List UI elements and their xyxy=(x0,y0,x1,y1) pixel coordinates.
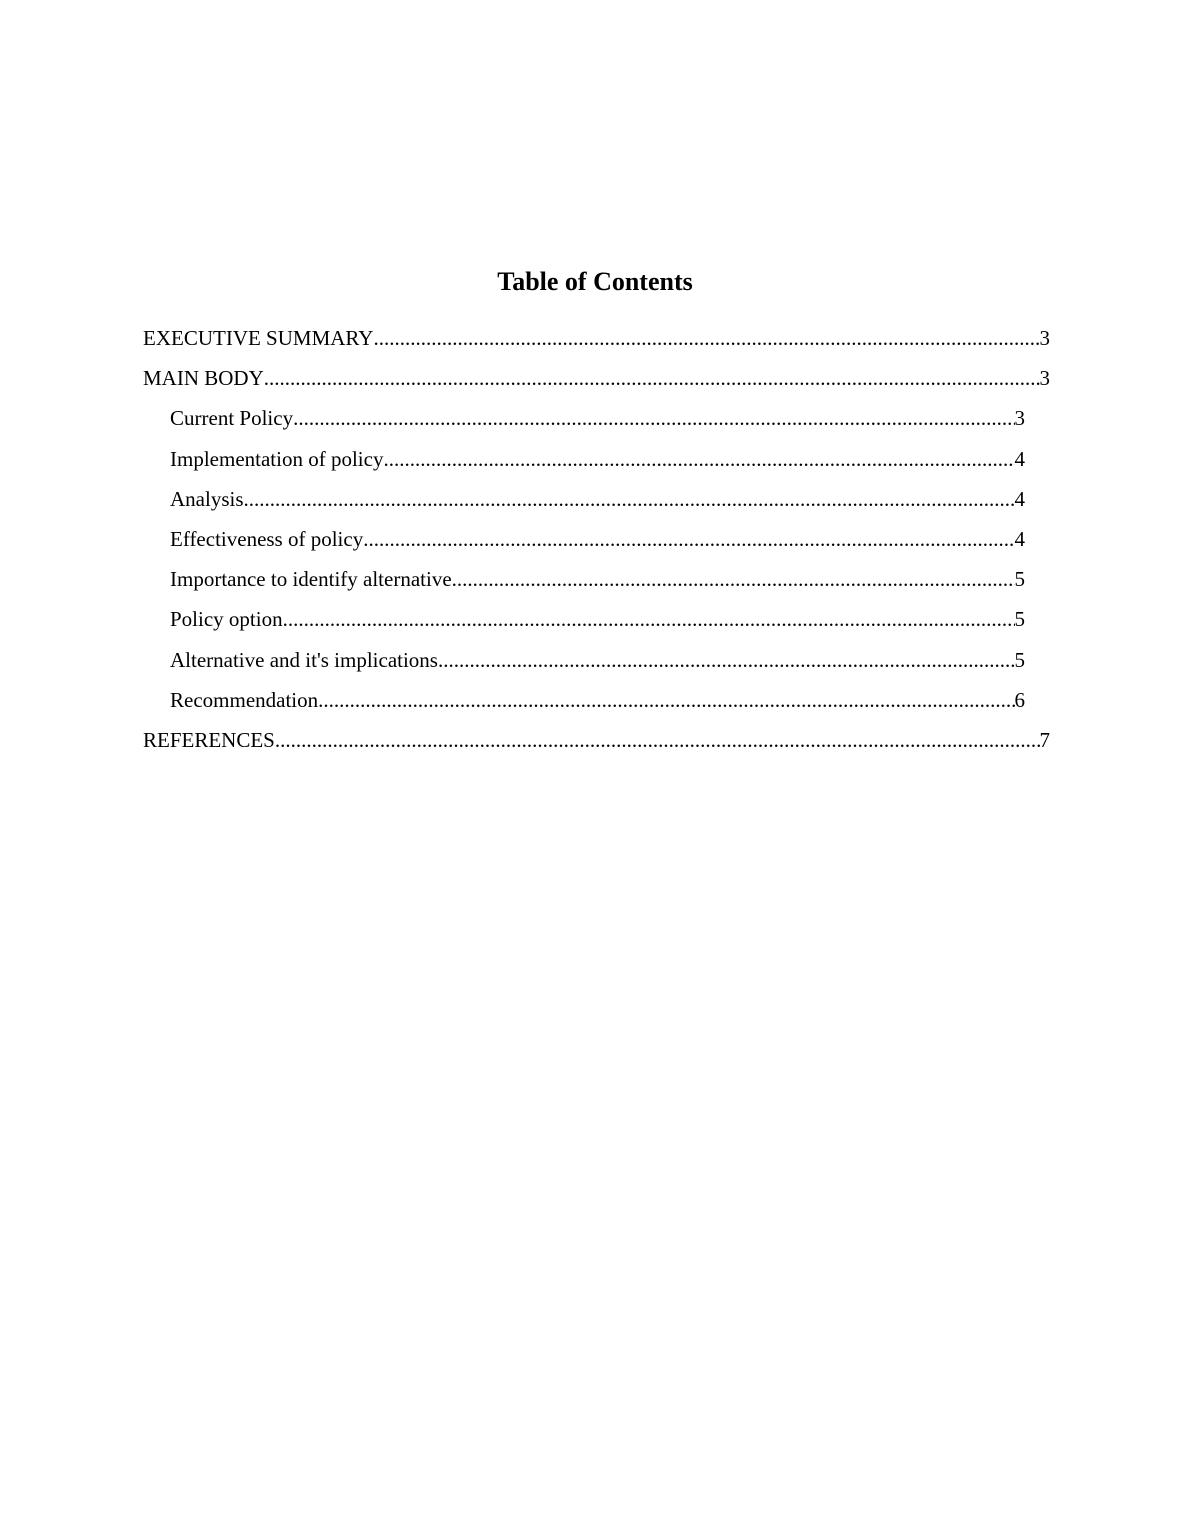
toc-page-number: 4 xyxy=(1014,446,1025,471)
toc-leader-dots xyxy=(452,565,1015,593)
toc-leader-dots xyxy=(318,686,1014,714)
toc-entry-analysis[interactable] xyxy=(0,481,1190,521)
toc-entry-policy-option[interactable] xyxy=(0,601,1190,641)
toc-page-number: 3 xyxy=(1039,366,1050,391)
toc-page-number: 4 xyxy=(1014,486,1025,511)
toc-page-number: 3 xyxy=(1014,406,1025,431)
toc-entry-label: Analysis xyxy=(170,486,244,511)
toc-leader-dots xyxy=(275,726,1040,754)
toc-entry-label: MAIN BODY xyxy=(143,366,264,391)
toc-title: Table of Contents xyxy=(497,267,693,296)
toc-leader-dots xyxy=(383,445,1014,473)
toc-leader-dots xyxy=(363,525,1014,553)
toc-leader-dots xyxy=(244,485,1015,513)
toc-entry-label: EXECUTIVE SUMMARY xyxy=(143,326,374,350)
toc-entry-label: Alternative and it's implications xyxy=(170,647,438,672)
toc-page-number: 6 xyxy=(1014,687,1025,712)
toc-entry-references[interactable] xyxy=(0,722,1190,762)
toc-page-number: 5 xyxy=(1014,567,1025,592)
toc-entry-current-policy[interactable] xyxy=(0,400,1190,440)
toc-page-number: 5 xyxy=(1014,647,1025,672)
toc-entry-importance-to-identify-alternative[interactable] xyxy=(0,561,1190,601)
toc-entry-label: Policy option xyxy=(170,607,283,632)
toc-entry-effectiveness-of-policy[interactable] xyxy=(0,521,1190,561)
toc-entry-alternative-and-implications[interactable] xyxy=(0,642,1190,682)
toc-leader-dots xyxy=(438,646,1015,674)
toc-leader-dots xyxy=(264,364,1040,392)
toc-page-number: 3 xyxy=(1039,326,1050,350)
toc-entry-label: Importance to identify alternative xyxy=(170,567,452,592)
toc-entry-main-body[interactable] xyxy=(0,360,1190,400)
toc-page-number: 4 xyxy=(1014,526,1025,551)
toc-leader-dots xyxy=(293,404,1014,432)
toc-entry-label: Recommendation xyxy=(170,687,319,712)
toc-entry-executive-summary[interactable] xyxy=(0,320,1190,360)
toc-list xyxy=(0,320,1190,762)
toc-leader-dots xyxy=(373,324,1039,352)
toc-entry-label: REFERENCES xyxy=(143,727,275,752)
toc-entry-label: Current Policy xyxy=(170,406,294,431)
toc-page-number: 7 xyxy=(1039,727,1050,752)
toc-entry-label: Effectiveness of policy xyxy=(170,526,364,551)
toc-page-number: 5 xyxy=(1014,607,1025,632)
toc-entry-implementation-of-policy[interactable] xyxy=(0,441,1190,481)
toc-leader-dots xyxy=(283,605,1015,633)
toc-entry-label: Implementation of policy xyxy=(170,446,384,471)
toc-entry-recommendation[interactable] xyxy=(0,682,1190,722)
